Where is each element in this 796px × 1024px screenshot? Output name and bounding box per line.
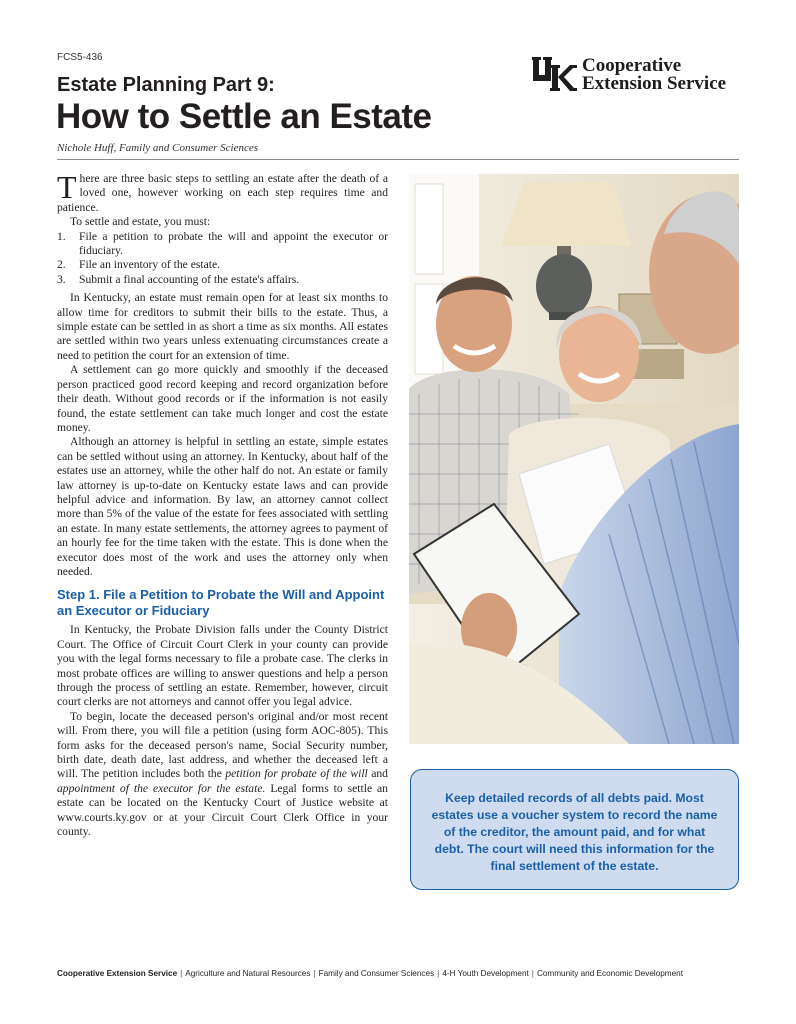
- step1-heading: Step 1. File a Petition to Probate the Will and Appoint an Executor or Fiduciary: [57, 587, 385, 619]
- logo-text-cooperative: Cooperative: [582, 55, 682, 76]
- footer-brand: Cooperative Extension Service: [57, 969, 178, 978]
- article-body: [57, 169, 388, 839]
- list-text: Submit a final accounting of the estate's affairs.: [79, 272, 300, 286]
- intro-paragraph: [57, 169, 388, 215]
- page-title: How to Settle an Estate: [56, 97, 432, 136]
- list-text: File a petition to probate the will and appoint the executor or fiduciary.: [79, 229, 388, 258]
- list-number: 2.: [57, 258, 66, 272]
- list-item: [57, 258, 388, 272]
- settlement-paragraph: A settlement can go more quickly and smoothly if the deceased person practiced good record keeping and record organization before their death. Without good records or if the information is not easily found, the estate settlement can take much longer and cost the estate money.: [57, 363, 388, 434]
- list-number: 1.: [57, 229, 66, 243]
- extension-logo: [532, 55, 742, 95]
- begin-text-b: and: [367, 767, 388, 781]
- probate-paragraph: In Kentucky, the Probate Division falls under the County District Court. The Office of Circuit Court Clerk in your county can provide you with the legal forms necessary to file a probate case. The clerks in most probate offices are willing to answer questions and help a person through the process of settling an estate. Remember, however, circuit court clerks are not attorneys and cannot offer you legal advice.: [57, 623, 388, 709]
- list-item: [57, 230, 388, 259]
- header-divider: [57, 159, 739, 160]
- author-line: Nichole Huff, Family and Consumer Sciences: [57, 142, 259, 154]
- kentucky-paragraph: In Kentucky, an estate must remain open for at least six months to allow time for creditors to submit their bills to the estate. Thus, a simple estate can be settled in as short a time as six months. All estates are settled within two years unless extenuating circumstances create a need to petition the court for an extension of time.: [57, 291, 388, 362]
- begin-text-c: Legal forms to settle an estate can be located on the Kentucky Court of Justice website at www.courts.ky.gov or at your Circuit Court Clerk Office in your county.: [57, 781, 388, 839]
- publication-code: FCS5-436: [57, 52, 103, 63]
- footer-unit: 4-H Youth Development: [442, 969, 529, 978]
- logo-text-extension-service: Extension Service: [582, 73, 727, 94]
- callout-text: Keep detailed records of all debts paid. Most estates use a voucher system to record the name of the creditor, the amount paid, and for what debt. The court will need this information for the final settlement of the estate.: [431, 791, 718, 873]
- footer-unit: Agriculture and Natural Resources: [185, 969, 311, 978]
- page-subtitle: Estate Planning Part 9:: [57, 74, 275, 96]
- begin-text-a: To begin, locate the deceased person's original and/or most recent will. From there, you will file a petition (using form AOC-805). This form asks for the deceased person's name, Social Security number, birth date, death date, last address, and whether the deceased left a will. The petition includes both the: [57, 709, 388, 781]
- list-text: File an inventory of the estate.: [79, 258, 221, 272]
- tip-callout: [410, 769, 739, 890]
- list-item: [57, 273, 388, 287]
- uk-logo-icon: [532, 55, 578, 93]
- steps-list: [57, 230, 388, 288]
- intro-text: here are three basic steps to settling an estate after the death of a loved one, however working on each step requires time and patience.: [57, 172, 388, 214]
- steps-intro: To settle and estate, you must:: [70, 215, 211, 229]
- begin-emphasis-1: petition for probate of the will: [225, 767, 368, 781]
- couple-meeting-photo: [409, 174, 739, 744]
- footer-unit: Family and Consumer Sciences: [318, 969, 435, 978]
- footer-unit: Community and Economic Development: [536, 969, 684, 978]
- footer: Cooperative Extension Service | Agriculture and Natural Resources | Family and Consumer Sciences | 4-H Youth Development | Community and Economic Development: [57, 969, 684, 978]
- begin-emphasis-2: appointment of the executor for the estate.: [57, 781, 266, 795]
- list-number: 3.: [57, 272, 66, 286]
- attorney-paragraph: Although an attorney is helpful in settling an estate, simple estates can be settled without using an attorney. In Kentucky, about half of the estates use an attorney, while the other half do not. An estate or family law attorney is up-to-date on Kentucky estate laws and can provide helpful advice and information. By law, an attorney cannot collect more than 5% of the value of the estate for fees associated with settling an estate. In many estate settlements, the attorney agrees to payment of an hourly fee for the time taken with the estate. This is done when the executor does most of the work and uses the attorney only when needed.: [57, 435, 388, 578]
- begin-paragraph: [57, 710, 388, 840]
- drop-cap: T: [57, 169, 77, 205]
